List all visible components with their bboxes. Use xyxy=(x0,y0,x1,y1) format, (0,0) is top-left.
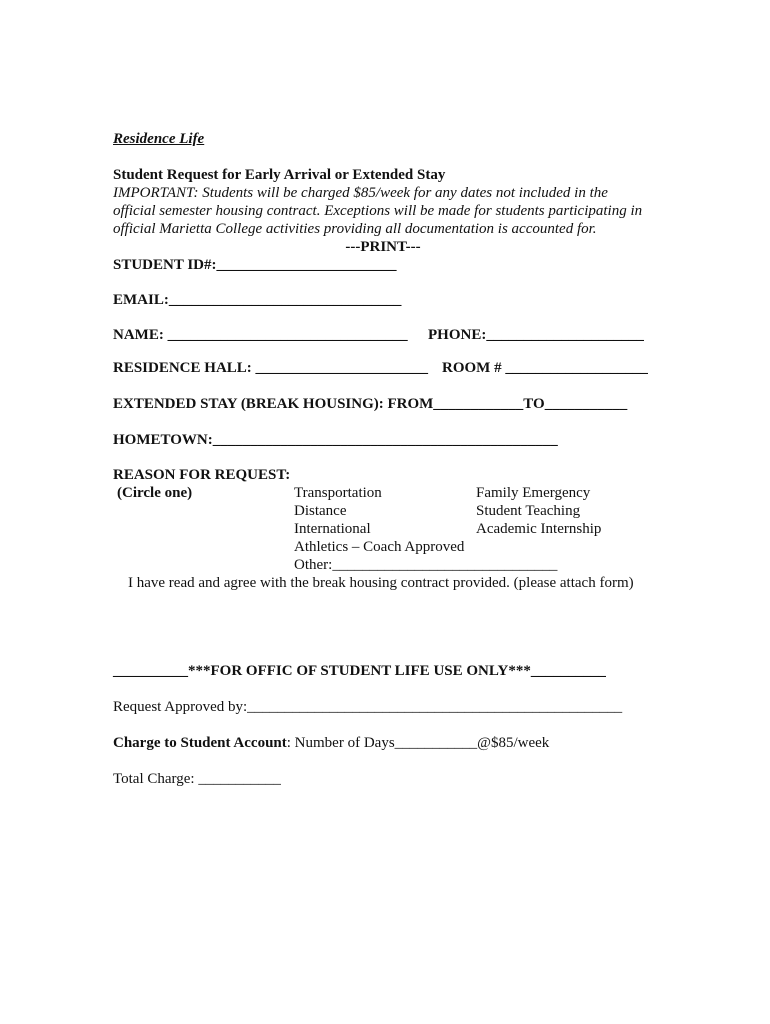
name-field[interactable]: NAME: ________________________________ xyxy=(113,327,408,343)
reason-option-athletics[interactable]: Athletics – Coach Approved xyxy=(294,539,465,555)
phone-field[interactable]: PHONE:_____________________ xyxy=(428,327,644,343)
residence-hall-field[interactable]: RESIDENCE HALL: _______________________ xyxy=(113,360,429,376)
reason-option-international[interactable]: International xyxy=(294,521,371,537)
circle-one-instruction: (Circle one) xyxy=(117,485,193,501)
reason-option-academic-internship[interactable]: Academic Internship xyxy=(476,521,602,537)
form-title: Student Request for Early Arrival or Extended Stay xyxy=(113,167,446,183)
room-field[interactable]: ROOM # ___________________ xyxy=(442,360,648,376)
office-use-banner: __________***FOR OFFIC OF STUDENT LIFE USE ONLY***__________ xyxy=(113,663,606,679)
request-approved-by-field[interactable]: Request Approved by:__________________________________________________ xyxy=(113,699,623,715)
charge-details: : Number of Days___________@$85/week xyxy=(286,735,550,751)
print-note: ---PRINT--- xyxy=(345,239,421,255)
important-note-line-2: official semester housing contract. Exceptions will be made for students participating in xyxy=(113,203,643,219)
reason-option-family-emergency[interactable]: Family Emergency xyxy=(476,485,591,501)
section-title: Residence Life xyxy=(113,131,205,147)
important-note-line-1: IMPORTANT: Students will be charged $85/week for any dates not included in the xyxy=(113,185,608,201)
agreement-statement: I have read and agree with the break housing contract provided. (please attach form) xyxy=(128,575,634,591)
charge-label: Charge to Student Account xyxy=(113,735,287,751)
reason-heading: REASON FOR REQUEST: xyxy=(113,467,291,483)
total-charge-field[interactable]: Total Charge: ___________ xyxy=(113,771,281,787)
reason-option-student-teaching[interactable]: Student Teaching xyxy=(476,503,581,519)
charge-to-student-account-field[interactable] xyxy=(113,734,549,752)
reason-option-other[interactable]: Other:______________________________ xyxy=(294,557,558,573)
reason-option-transportation[interactable]: Transportation xyxy=(294,485,382,501)
hometown-field[interactable]: HOMETOWN:______________________________________________ xyxy=(113,432,558,448)
reason-option-distance[interactable]: Distance xyxy=(294,503,347,519)
important-note-line-3: official Marietta College activities providing all documentation is accounted for. xyxy=(113,221,597,237)
extended-stay-field[interactable]: EXTENDED STAY (BREAK HOUSING): FROM____________TO___________ xyxy=(113,396,628,412)
email-field[interactable]: EMAIL:_______________________________ xyxy=(113,292,402,308)
student-id-field[interactable]: STUDENT ID#:________________________ xyxy=(113,257,397,273)
